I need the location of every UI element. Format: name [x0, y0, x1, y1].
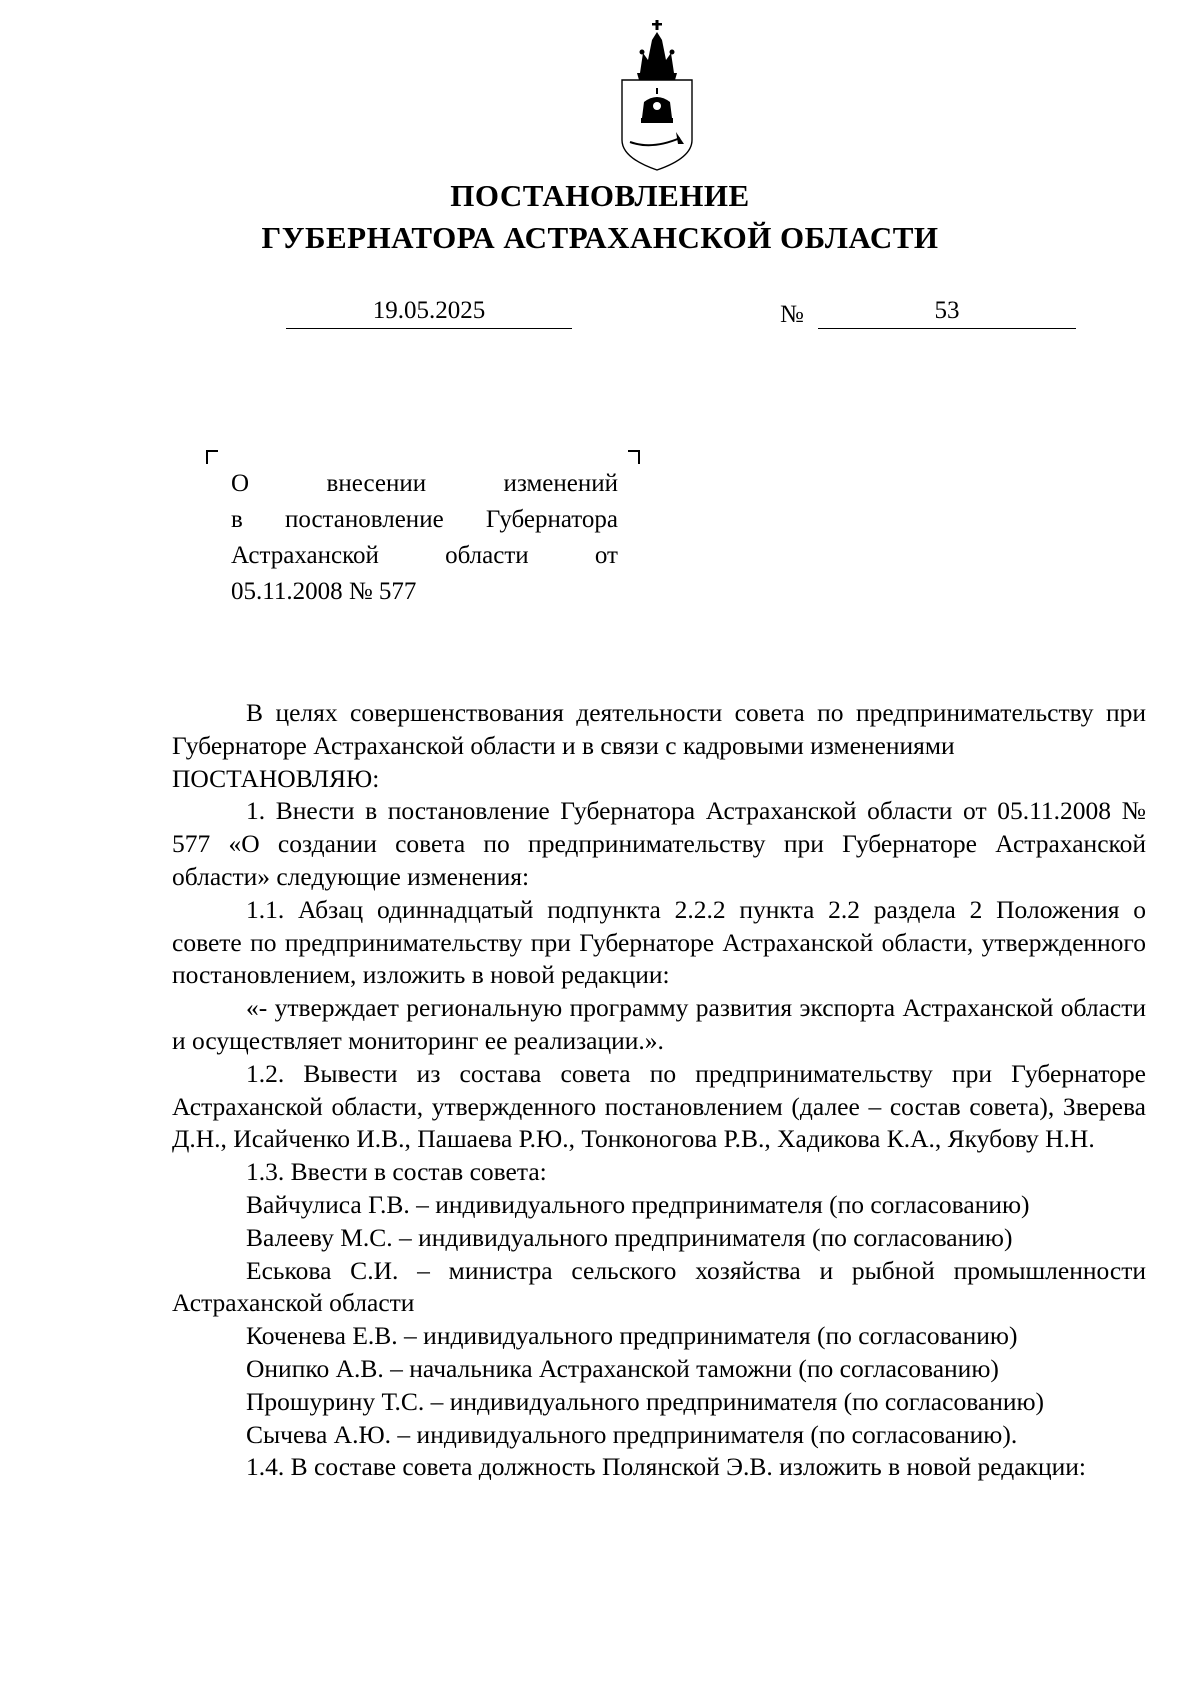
resolve-word: ПОСТАНОВЛЯЮ:	[172, 763, 380, 793]
member-item: Вайчулиса Г.В. – индивидуального предпринимателя (по согласованию)	[246, 1189, 1030, 1219]
member-item: Валееву М.С. – индивидуального предпринимателя (по согласованию)	[246, 1222, 1013, 1252]
subject-line: О внесении изменений	[231, 470, 618, 497]
clause-1: 1. Внести в постановление Губернатора Астраханской области от 05.11.2008 № 577 «О создании совета по предпринимательству при Губернаторе Астраханской области» следующие изменения:	[172, 796, 1146, 891]
member-item: Прошурину Т.С. – индивидуального предпринимателя (по согласованию)	[246, 1386, 1045, 1416]
clause-1-2: 1.2. Вывести из состава совета по предпринимательству при Губернаторе Астраханской области, утвержденного постановлением (далее – состав совета), Зверева Д.Н., Исайченко И.В., Пашаева Р.Ю., Тонконогова Р.В., Хадикова К.А., Якубову Н.Н.	[172, 1058, 1146, 1154]
subject-corner-left	[206, 450, 218, 464]
document-subject	[231, 466, 618, 610]
preamble-paragraph: В целях совершенствования деятельности совета по предпринимательству при Губернаторе Астраханской области и в связи с кадровыми изменениями	[172, 698, 1146, 760]
document-body	[172, 697, 1146, 1484]
member-item: Онипко А.В. – начальника Астраханской таможни (по согласованию)	[246, 1353, 999, 1383]
member-item: Еськова С.И. – министра сельского хозяйства и рыбной промышленности Астраханской области	[172, 1255, 1146, 1318]
document-date: 19.05.2025	[286, 294, 572, 329]
member-item: Сычева А.Ю. – индивидуального предпринимателя (по согласованию).	[246, 1419, 1018, 1449]
clause-1-1-quote: «- утверждает региональную программу развития экспорта Астраханской области и осуществляет мониторинг ее реализации.».	[172, 993, 1146, 1055]
member-item: Коченева Е.В. – индивидуального предпринимателя (по согласованию)	[246, 1321, 1018, 1351]
subject-line: в постановление Губернатора	[231, 506, 618, 533]
clause-1-1: 1.1. Абзац одиннадцатый подпункта 2.2.2 пункта 2.2 раздела 2 Положения о совете по предпринимательству при Губернаторе Астраханской области, утвержденного постановлением, изложить в новой редакции:	[172, 894, 1146, 990]
clause-1-4: 1.4. В составе совета должность Полянской Э.В. изложить в новой редакции:	[246, 1452, 1086, 1482]
document-number: 53	[818, 294, 1076, 329]
subject-line: Астраханской области от	[231, 542, 618, 569]
subject-line: 05.11.2008 № 577	[231, 578, 417, 605]
number-sign: №	[780, 301, 804, 328]
coat-of-arms-icon	[612, 18, 702, 173]
document-issuer: ГУБЕРНАТОРА АСТРАХАНСКОЙ ОБЛАСТИ	[261, 220, 939, 255]
clause-1-3: 1.3. Ввести в состав совета:	[246, 1157, 547, 1187]
document-title: ПОСТАНОВЛЕНИЕ	[450, 178, 750, 213]
subject-corner-right	[628, 450, 640, 464]
